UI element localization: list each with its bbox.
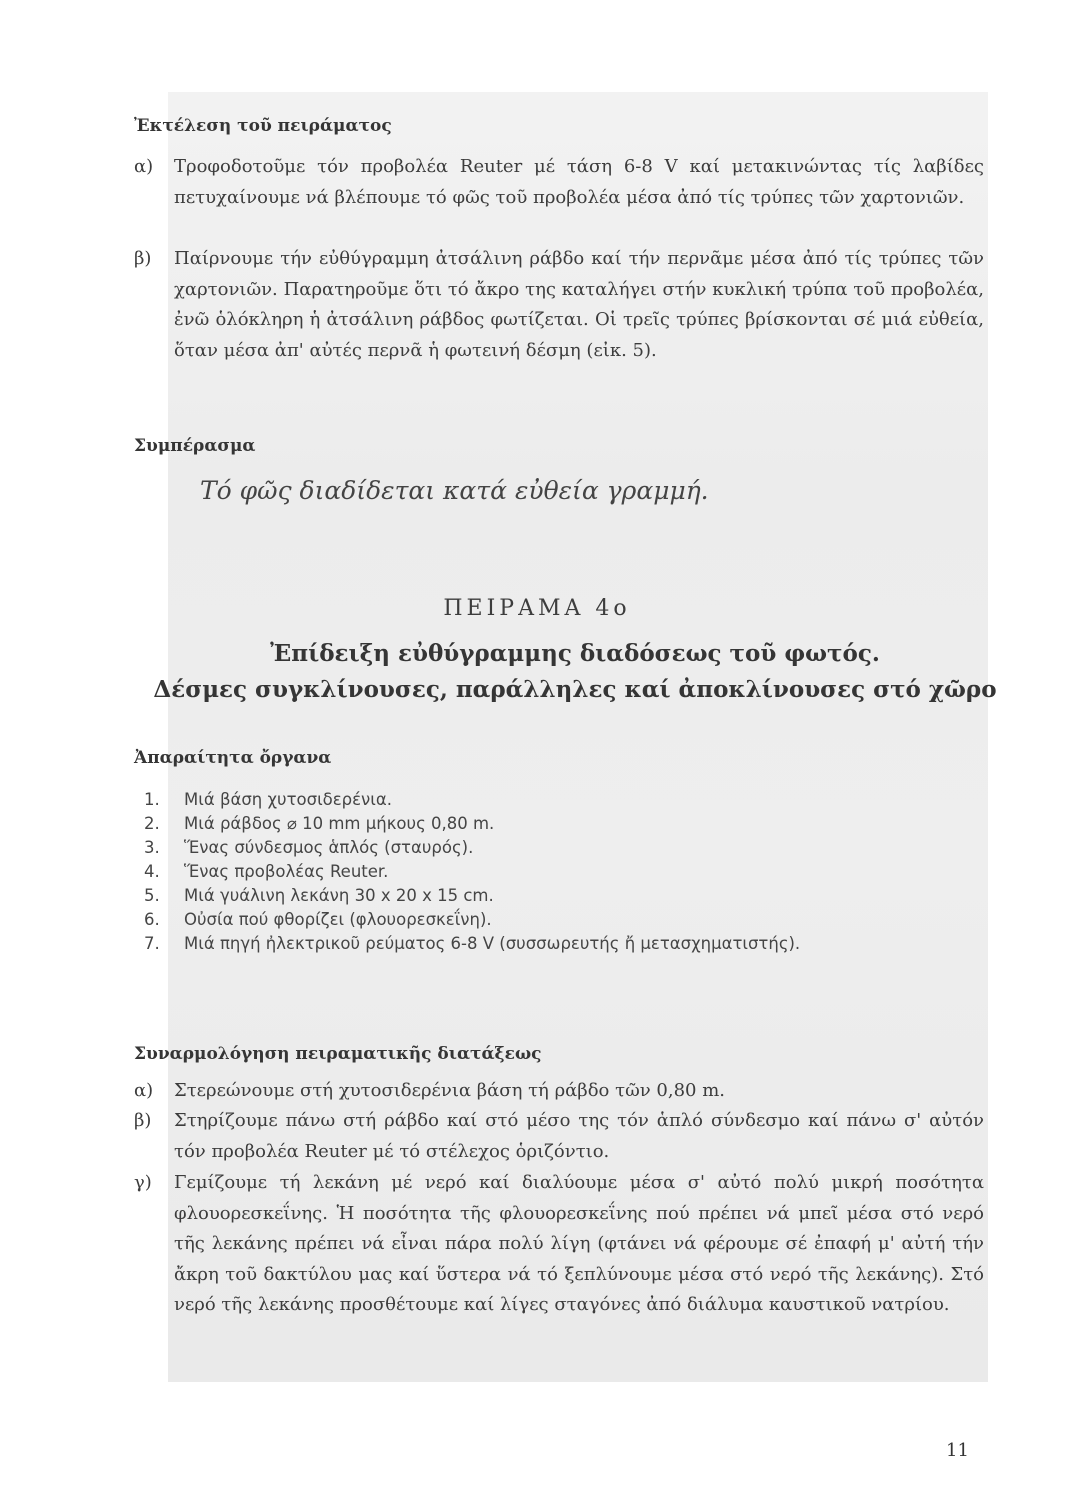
section-heading-conclusion: Συμπέρασμα [134, 436, 256, 456]
execution-step-b [134, 244, 984, 366]
assembly-step-b [134, 1106, 984, 1167]
step-label: γ) [134, 1172, 152, 1193]
list-item: 7. Μιά πηγή ἠλεκτρικοῦ ρεύματος 6-8 V (συσσωρευτής ἤ μετασχηματιστής). [144, 934, 801, 953]
step-text: Παίρνουμε τήν εὐθύγραμμη ἀτσάλινη ράβδο καί τήν περνᾶμε μέσα ἀπό τίς τρύπες τῶν χαρτονιῶν. Παρατηροῦμε ὅτι τό ἄκρο της καταλήγει στήν κυκλική τρύπα τοῦ προβολέα, ἐνῶ ὁλόκληρη ἡ ἀτσάλινη ράβδος φωτίζεται. Οἱ τρεῖς τρύπες βρίσκονται σέ μιά εὐθεία, ὅταν μέσα ἀπ' αὐτές περνᾶ ἡ φωτεινή δέσμη (εἰκ. 5). [174, 248, 984, 361]
list-item: 4. Ἕνας προβολέας Reuter. [144, 862, 389, 881]
conclusion-statement: Τό φῶς διαδίδεται κατά εὐθεία γραμμή. [200, 476, 709, 505]
experiment-subtitle-1: Ἐπίδειξη εὐθύγραμμης διαδόσεως τοῦ φωτός. [270, 640, 880, 667]
step-text: Στερεώνουμε στή χυτοσιδερένια βάση τή ράβδο τῶν 0,80 m. [174, 1080, 725, 1101]
step-text: Γεμίζουμε τή λεκάνη μέ νερό καί διαλύουμε μέσα σ' αὐτό πολύ μικρή ποσότητα φλουορεσκεΐνης. Ἡ ποσότητα τῆς φλουορεσκεΐνης πού πρέπει νά μπεῖ μέσα στό νερό τῆς λεκάνης πρέπει νά εἶναι πάρα πολύ λίγη (φτάνει νά φέρουμε σέ ἐπαφή μ' αὐτή τήν ἄκρη τοῦ δακτύλου μας καί ὕστερα νά τό ξεπλύνουμε μέσα στό νερό τῆς λεκάνης). Στό νερό τῆς λεκάνης προσθέτουμε καί λίγες σταγόνες ἀπό διάλυμα καυστικοῦ νατρίου. [174, 1172, 984, 1315]
experiment-title: ΠΕΙΡΑΜΑ 4ο [443, 596, 631, 621]
step-label: α) [134, 156, 154, 177]
step-label: α) [134, 1080, 154, 1101]
step-text: Τροφοδοτοῦμε τόν προβολέα Reuter μέ τάση 6-8 V καί μετακινώντας τίς λαβίδες πετυχαίνουμε νά βλέπουμε τό φῶς τοῦ προβολέα μέσα ἀπό τίς τρύπες τῶν χαρτονιῶν. [174, 156, 984, 208]
step-label: β) [134, 248, 152, 269]
experiment-subtitle-2: Δέσμες συγκλίνουσες, παράλληλες καί ἀποκλίνουσες στό χῶρο [153, 676, 997, 703]
list-item: 5. Μιά γυάλινη λεκάνη 30 x 20 x 15 cm. [144, 886, 494, 905]
section-heading-instruments: Ἀπαραίτητα ὄργανα [134, 748, 332, 768]
assembly-step-a [134, 1076, 984, 1107]
execution-step-a [134, 152, 984, 213]
list-item: 2. Μιά ράβδος ⌀ 10 mm μήκους 0,80 m. [144, 814, 495, 833]
instrument-list [144, 788, 994, 956]
step-text: Στηρίζουμε πάνω στή ράβδο καί στό μέσο της τόν ἁπλό σύνδεσμο καί πάνω σ' αὐτόν τόν προβολέα Reuter μέ τό στέλεχος ὁριζόντιο. [174, 1110, 984, 1162]
assembly-step-c [134, 1168, 984, 1321]
list-item: 1. Μιά βάση χυτοσιδερένια. [144, 790, 392, 809]
list-item: 6. Οὐσία πού φθορίζει (φλουορεσκεΐνη). [144, 910, 492, 929]
list-item: 3. Ἕνας σύνδεσμος ἁπλός (σταυρός). [144, 838, 474, 857]
page-number: 11 [946, 1440, 969, 1461]
section-heading-execution: Ἐκτέλεση τοῦ πειράματος [134, 116, 392, 136]
step-label: β) [134, 1110, 152, 1131]
section-heading-assembly: Συναρμολόγηση πειραματικῆς διατάξεως [134, 1044, 542, 1064]
